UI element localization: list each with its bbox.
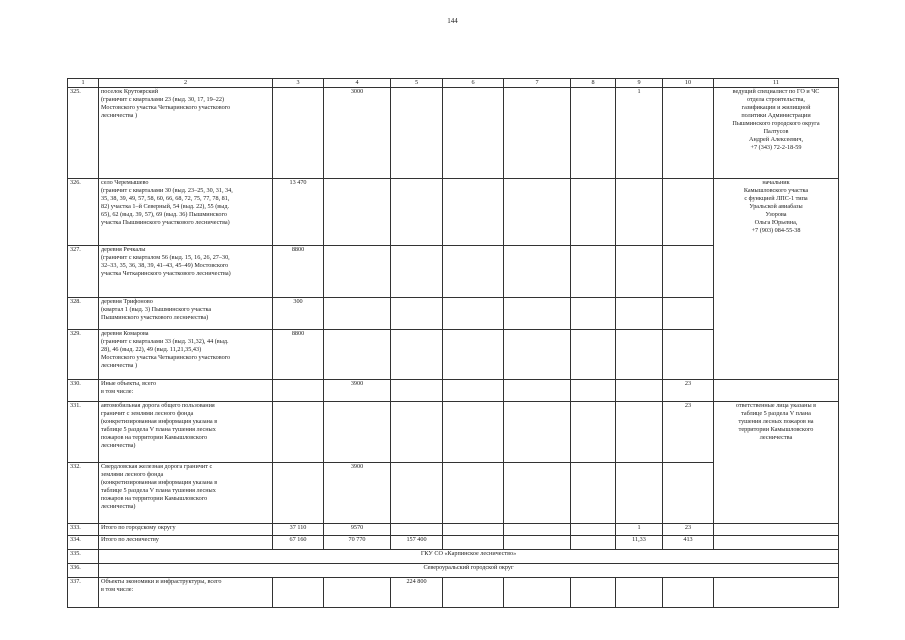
settlement-name: автомобильная дорога общего пользования граничит с землями лесного фонда (конкретизированная информация указана в таблице 5 раздела V плана тушения лесных пожаров на территории Камышловского лесничества) <box>99 402 273 463</box>
row-number: 332. <box>68 463 99 524</box>
cell-col4 <box>324 179 391 246</box>
cell-col8 <box>571 524 616 536</box>
cell-col7 <box>504 380 571 402</box>
cell-col4 <box>324 298 391 330</box>
row-number: 328. <box>68 298 99 330</box>
column-header: 1 <box>68 79 99 88</box>
cell-col3: 13 470 <box>273 179 324 246</box>
cell-col5 <box>391 246 443 298</box>
cell-col4: 70 770 <box>324 536 391 550</box>
cell-col5 <box>391 524 443 536</box>
cell-col8 <box>571 330 616 380</box>
column-header: 10 <box>663 79 714 88</box>
cell-col4 <box>324 578 391 608</box>
cell-col6 <box>443 402 504 463</box>
responsible-person <box>714 380 839 402</box>
table-row <box>68 564 839 578</box>
settlement-name: деревня Трифоново (квартал 1 (выд. 3) Пышминского участка Пышминского участкового лесничества) <box>99 298 273 330</box>
row-number: 334. <box>68 536 99 550</box>
cell-col5 <box>391 179 443 246</box>
cell-col3: 8800 <box>273 246 324 298</box>
column-header: 3 <box>273 79 324 88</box>
cell-col6 <box>443 330 504 380</box>
cell-col5 <box>391 463 443 524</box>
column-header: 7 <box>504 79 571 88</box>
cell-col3: 37 110 <box>273 524 324 536</box>
cell-col5: 224 800 <box>391 578 443 608</box>
table-row <box>68 88 839 179</box>
column-header: 4 <box>324 79 391 88</box>
cell-col4: 3900 <box>324 463 391 524</box>
cell-col10 <box>663 88 714 179</box>
cell-col9: 11,33 <box>616 536 663 550</box>
cell-col8 <box>571 88 616 179</box>
column-header: 6 <box>443 79 504 88</box>
cell-col10 <box>663 330 714 380</box>
cell-col5 <box>391 330 443 380</box>
cell-col6 <box>443 298 504 330</box>
cell-col4: 9570 <box>324 524 391 536</box>
row-number: 335. <box>68 550 99 564</box>
cell-col10 <box>663 463 714 524</box>
column-header: 5 <box>391 79 443 88</box>
cell-col7 <box>504 578 571 608</box>
cell-col7 <box>504 536 571 550</box>
cell-col9 <box>616 298 663 330</box>
cell-col5 <box>391 380 443 402</box>
column-header: 11 <box>714 79 839 88</box>
cell-col3 <box>273 578 324 608</box>
cell-col10 <box>663 578 714 608</box>
row-number: 325. <box>68 88 99 179</box>
cell-col8 <box>571 463 616 524</box>
responsible-person: начальник Камышловского участка с функцией ЛПС-1 типа Уральской авиабазы Узорова Ольга Юрьевна, +7 (903) 084-55-38 <box>714 179 839 380</box>
cell-col9 <box>616 179 663 246</box>
table-row <box>68 550 839 564</box>
cell-col5: 157 400 <box>391 536 443 550</box>
cell-col7 <box>504 330 571 380</box>
row-number: 333. <box>68 524 99 536</box>
settlement-name: Итого по городскому округу <box>99 524 273 536</box>
settlement-name: Иные объекты, всего в том числе: <box>99 380 273 402</box>
cell-col3 <box>273 380 324 402</box>
cell-col3 <box>273 402 324 463</box>
cell-col10: 23 <box>663 380 714 402</box>
responsible-person <box>714 536 839 550</box>
cell-col6 <box>443 463 504 524</box>
cell-col9 <box>616 463 663 524</box>
column-header: 2 <box>99 79 273 88</box>
cell-col9 <box>616 330 663 380</box>
cell-col7 <box>504 298 571 330</box>
cell-col5 <box>391 298 443 330</box>
settlement-name: Итого по лесничеству <box>99 536 273 550</box>
responsible-person <box>714 524 839 536</box>
cell-col9: 1 <box>616 88 663 179</box>
cell-col3: 300 <box>273 298 324 330</box>
cell-col10 <box>663 246 714 298</box>
cell-col8 <box>571 246 616 298</box>
cell-col6 <box>443 246 504 298</box>
cell-col4: 3000 <box>324 88 391 179</box>
cell-col9: 1 <box>616 524 663 536</box>
forest-fire-plan-table <box>67 78 839 608</box>
cell-col6 <box>443 578 504 608</box>
cell-col5 <box>391 402 443 463</box>
cell-col3: 67 160 <box>273 536 324 550</box>
settlement-name: Объекты экономики и инфраструктуры, всего в том числе: <box>99 578 273 608</box>
cell-col6 <box>443 88 504 179</box>
table-row <box>68 536 839 550</box>
section-heading: Североуральский городской округ <box>99 564 839 578</box>
row-number: 337. <box>68 578 99 608</box>
cell-col10: 413 <box>663 536 714 550</box>
column-header-row <box>68 79 839 88</box>
row-number: 330. <box>68 380 99 402</box>
cell-col8 <box>571 179 616 246</box>
cell-col4 <box>324 402 391 463</box>
cell-col9 <box>616 578 663 608</box>
cell-col3 <box>273 463 324 524</box>
settlement-name: село Черемышево (граничит с кварталами 30 (выд. 23–25, 30, 31, 34, 35, 38, 39, 49, 57, 58, 60, 66, 68, 72, 75, 77, 78, 81, 82) участка 1–й Северный, 54 (выд. 22), 55 (выд. 65), 62 (выд. 39, 57), 69 (выд. 36) Пышминского участка Пышминского участкового лесничества) <box>99 179 273 246</box>
responsible-person: ведущий специалист по ГО и ЧС отдела строительства, газификации и жилищной политики Администрации Пышминского городского округа Палтусов Андрей Алексеевич, +7 (343) 72-2-18-59 <box>714 88 839 179</box>
settlement-name: Свердловская железная дорога граничит с землями лесного фонда (конкретизированная информация указана в таблице 5 раздела V плана тушения лесных пожаров на территории Камышловского лесничества) <box>99 463 273 524</box>
cell-col9 <box>616 380 663 402</box>
section-heading: ГКУ СО «Карпинское лесничество» <box>99 550 839 564</box>
cell-col6 <box>443 524 504 536</box>
cell-col3: 8800 <box>273 330 324 380</box>
cell-col7 <box>504 246 571 298</box>
table-row <box>68 578 839 608</box>
row-number: 331. <box>68 402 99 463</box>
cell-col4 <box>324 246 391 298</box>
cell-col10 <box>663 179 714 246</box>
cell-col7 <box>504 88 571 179</box>
cell-col7 <box>504 179 571 246</box>
responsible-person: ответственные лица указаны в таблице 5 раздела V плана тушения лесных пожаров на территории Камышловского лесничества <box>714 402 839 524</box>
row-number: 336. <box>68 564 99 578</box>
cell-col7 <box>504 463 571 524</box>
cell-col9 <box>616 246 663 298</box>
row-number: 327. <box>68 246 99 298</box>
cell-col10: 23 <box>663 524 714 536</box>
cell-col4 <box>324 330 391 380</box>
table-row <box>68 524 839 536</box>
page-number: 144 <box>447 17 458 25</box>
cell-col8 <box>571 402 616 463</box>
row-number: 329. <box>68 330 99 380</box>
cell-col8 <box>571 536 616 550</box>
cell-col6 <box>443 380 504 402</box>
cell-col8 <box>571 298 616 330</box>
table-row <box>68 380 839 402</box>
cell-col7 <box>504 402 571 463</box>
column-header: 9 <box>616 79 663 88</box>
cell-col8 <box>571 578 616 608</box>
settlement-name: поселок Крутоярский (граничит с кварталами 23 (выд. 30, 17, 19–22) Мостовского участка Четкаринского участкового лесничества ) <box>99 88 273 179</box>
cell-col4: 3900 <box>324 380 391 402</box>
cell-col6 <box>443 536 504 550</box>
table-row <box>68 402 839 463</box>
settlement-name: деревня Комарова (граничит с кварталами 33 (выд. 31,32), 44 (выд. 28), 46 (выд. 22), 49 (выд. 11,21,35,43) Мостовского участка Четкаринского участкового лесничества ) <box>99 330 273 380</box>
settlement-name: деревня Речкалы (граничит с кварталом 56 (выд. 15, 16, 26, 27–30, 32–33, 35, 36, 38, 39, 41–43, 45–49) Мостовского участка Четкаринского участкового лесничества) <box>99 246 273 298</box>
cell-col6 <box>443 179 504 246</box>
cell-col3 <box>273 88 324 179</box>
cell-col7 <box>504 524 571 536</box>
cell-col10 <box>663 298 714 330</box>
table-row <box>68 179 839 246</box>
cell-col10: 23 <box>663 402 714 463</box>
cell-col8 <box>571 380 616 402</box>
cell-col9 <box>616 402 663 463</box>
responsible-person <box>714 578 839 608</box>
row-number: 326. <box>68 179 99 246</box>
column-header: 8 <box>571 79 616 88</box>
cell-col5 <box>391 88 443 179</box>
